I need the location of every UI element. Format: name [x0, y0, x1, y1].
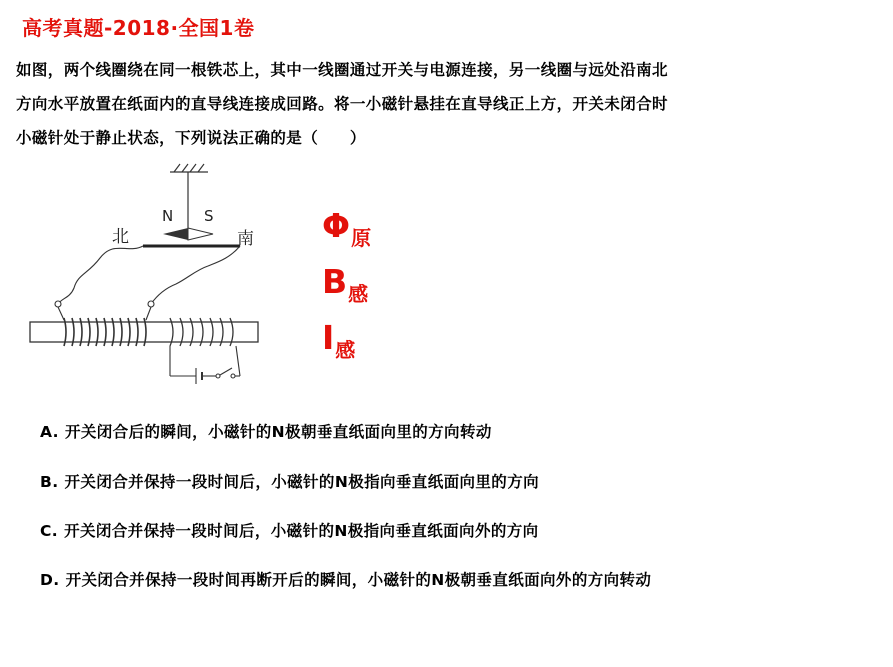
label-south: 南 [237, 229, 254, 249]
option-c-letter: C. [40, 522, 59, 540]
option-b[interactable] [40, 470, 539, 492]
option-d-letter: D. [40, 571, 60, 589]
battery-switch-circuit [170, 346, 240, 384]
iron-core [30, 322, 258, 342]
annotation-i-symbol: I [322, 318, 335, 357]
wire-right [151, 246, 240, 304]
annotation-phi-original [322, 206, 372, 250]
label-s-pole: S [204, 207, 214, 225]
option-a[interactable] [40, 420, 492, 442]
circuit-figure [18, 162, 278, 387]
option-a-letter: A. [40, 423, 59, 441]
annotation-i-induced [322, 318, 356, 362]
option-d-text: 开关闭合并保持一段时间再断开后的瞬间，小磁针的N极朝垂直纸面向外的方向转动 [65, 571, 652, 589]
annotation-i-subscript: 感 [335, 338, 356, 362]
circuit-diagram [18, 162, 278, 387]
question-line-3: 小磁针处于静止状态，下列说法正确的是（ ） [16, 129, 366, 147]
option-c[interactable] [40, 519, 539, 541]
option-b-letter: B. [40, 473, 59, 491]
annotation-b-induced [322, 262, 369, 306]
annotation-b-subscript: 感 [348, 282, 369, 306]
ceiling-support [170, 164, 208, 172]
compass-needle [163, 228, 213, 240]
option-d[interactable] [40, 568, 651, 590]
option-a-text: 开关闭合后的瞬间，小磁针的N极朝垂直纸面向里的方向转动 [64, 423, 492, 441]
label-n-pole: N [162, 207, 174, 225]
label-north: 北 [112, 227, 129, 247]
page-title: 高考真题-2018·全国1卷 [22, 16, 255, 40]
annotation-b-symbol: B [322, 262, 348, 301]
option-b-text: 开关闭合并保持一段时间后，小磁针的N极指向垂直纸面向里的方向 [64, 473, 539, 491]
wire-left [58, 246, 143, 304]
option-c-text: 开关闭合并保持一段时间后，小磁针的N极指向垂直纸面向外的方向 [64, 522, 539, 540]
question-line-2: 方向水平放置在纸面内的直导线连接成回路。将一小磁针悬挂在直导线正上方，开关未闭合时 [16, 95, 668, 113]
annotation-phi-subscript: 原 [351, 226, 372, 250]
annotation-phi-symbol: Φ [322, 206, 351, 245]
question-line-1: 如图，两个线圈绕在同一根铁芯上，其中一线圈通过开关与电源连接，另一线圈与远处沿南北 [16, 61, 668, 79]
